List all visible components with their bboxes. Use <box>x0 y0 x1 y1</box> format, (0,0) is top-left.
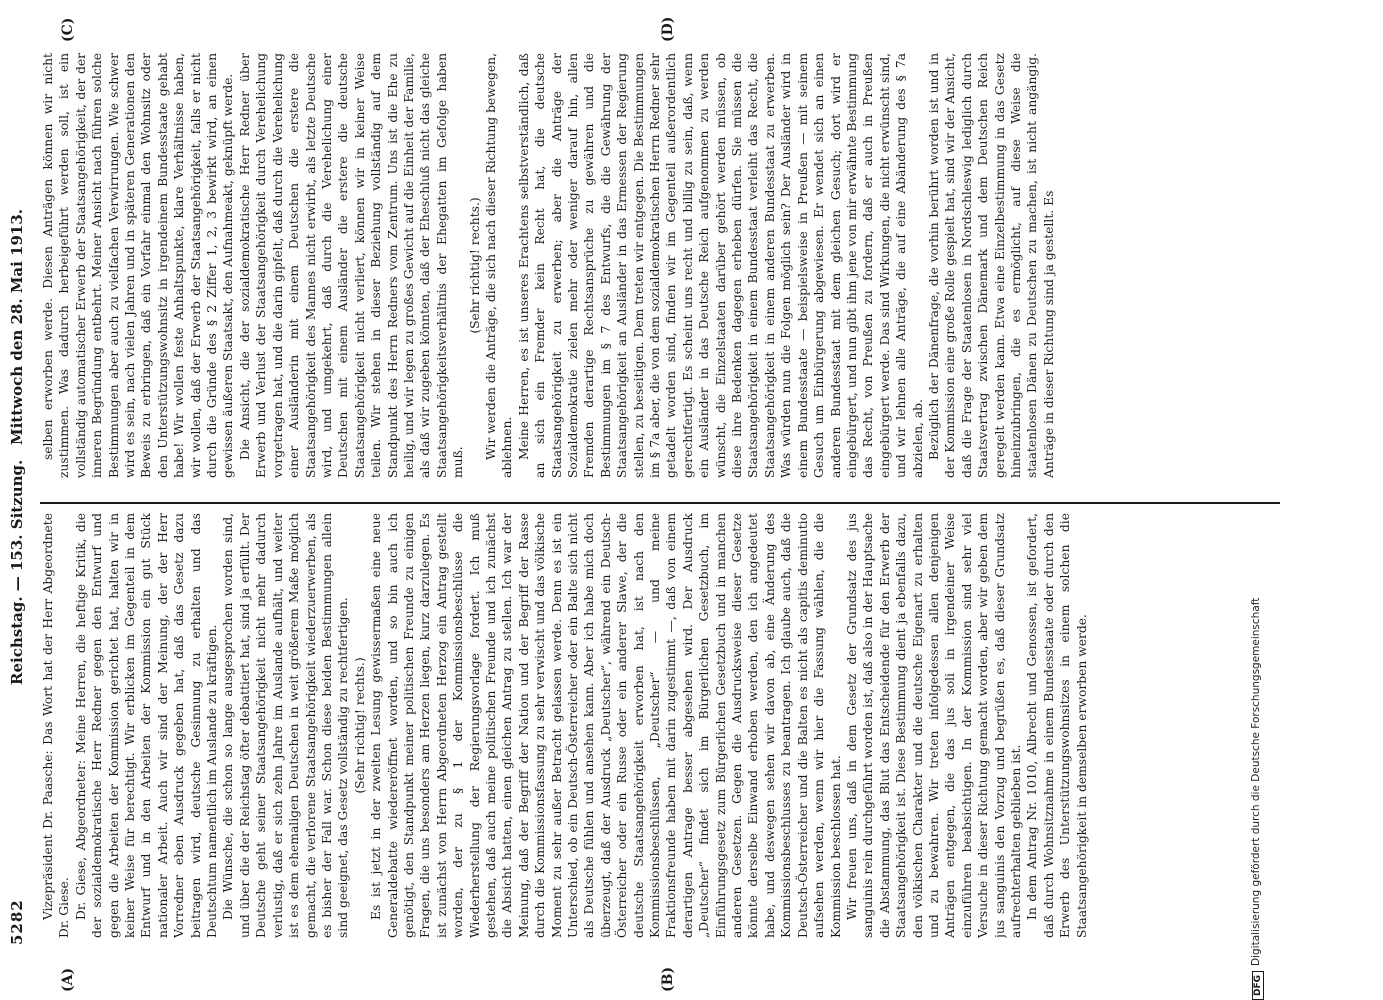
header-date-title: Mittwoch den 28. Mai 1913. <box>8 208 26 445</box>
margin-marker-d: (D) <box>660 16 676 42</box>
column-divider <box>40 502 1280 504</box>
paragraph: In dem Antrag Nr. 1010, Albrecht und Genossen, ist gefordert, daß durch Wohnsitznahme in einem Bundesstaate oder durch den Erwerb des Unterstützungswohnsitzes in einem solchen die Staatsangehörigkeit in demselben erworben werde. <box>1025 513 1089 938</box>
margin-marker-c: (C) <box>60 17 76 42</box>
paragraph: Wir werden die Anträge, die sich nach dieser Richtung bewegen, ablehnen. <box>483 53 515 478</box>
left-text-column <box>40 513 1280 938</box>
paragraph: Meine Herren, es ist unseres Erachtens selbstverständlich, daß an sich ein Fremder kein Recht hat, die deutsche Staatsangehörigkeit zu erwerben; aber die Anträge der Sozialdemokratie zielen mehr oder weniger darauf hin, allen Fremden derartige Rechtsansprüche zu gewähren und die Bestimmungen im § 7 des Entwurfs, die die Gewährung der Staatsangehörigkeit an Ausländer in das Ermessen der Regierung stellen, zu beseitigen. Dem treten wir entgegen. Die Bestimmungen im § 7a aber, die von dem sozialdemokratischen Herrn Redner sehr getadelt worden sind, finden wir im Gegenteil außerordentlich gerechtfertigt. Es scheint uns recht und billig zu sein, daß, wenn ein Ausländer in das Deutsche Reich aufgenommen zu werden wünscht, die Einzelstaaten darüber gehört werden müssen, ob diese ihre Bedenken dagegen erheben dürfen. Sie müssen die Staatsangehörigkeit in einem Bundesstaat verleiht das Recht, die Staatsangehörigkeit in einem anderen Bundesstaat zu erwerben. Was würden nun die Folgen möglich sein? Der Ausländer wird in einem Bundesstaate — beispielsweise in Preußen — mit seinem Gesuch um Einbürgerung abgewiesen. Er wendet sich an einen anderen Bundesstaat mit dem gleichen Gesuch; dort wird er eingebürgert, und nun gibt ihm jene von mir erwähnte Bestimmung das Recht, von Preußen zu fordern, daß er auch in Preußen eingebürgert werde. Das sind Wirkungen, die nicht erwünscht sind, und wir lehnen alle Anträge, die auf eine Abänderung des § 7a abzielen, ab. <box>516 53 925 478</box>
paragraph: Vizepräsident Dr. Paasche: Das Wort hat der Herr Abgeordnete Dr. Giese. <box>41 513 72 938</box>
paragraph: Wir freuen uns, daß in dem Gesetz der Grundsatz des jus sanguinis rein durchgeführt worden ist, daß also in der Hauptsache die Abstammung, das Blut das Entscheidende für den Erwerb der Staatsangehörigkeit ist. Diese Bestimmung dient ja ebenfalls dazu, den völkischen Charakter und die deutsche Eigenart zu erhalten und zu bewahren. Wir treten infolgedessen allen denjenigen Anträgen entgegen, die das jus soli in irgendeiner Weise einzuführen beabsichtigen. In der Kommission sind sehr viel Versuche in dieser Richtung gemacht worden, aber wir geben dem jus sanguinis den Vorzug und begrüßen es, daß dieser Grundsatz aufrechterhalten geblieben ist. <box>844 513 1023 938</box>
margin-marker-a: (A) <box>60 967 76 992</box>
digitization-note: Digitalisierung gefördert durch die Deutsche Forschungsgemeinschaft <box>1250 597 1262 966</box>
paragraph: Die Ansicht, die der sozialdemokratische Herr Redner über Erwerb und Verlust der Staatsangehörigkeit durch Verehelichung vorgetragen hat, und die darin gipfelt, daß durch die Verehelichung einer Ausländerin mit einem Deutschen die erstere die Staatsangehörigkeit des Mannes nicht erwirbt, als letzte Deutsche wird, und umgekehrt, daß durch die Verehelichung einer Deutschen mit einem Ausländer die erstere die deutsche Staatsangehörigkeit nicht verliert, können wir in keiner Weise teilen. Wir stehen in dieser Beziehung vollständig auf dem Standpunkt des Herrn Redners vom Zentrum. Uns ist die Ehe zu heilig, und wir legen zu großes Gewicht auf die Einheit der Familie, als daß wir zugeben könnten, daß der Eheschluß nicht das gleiche Staatsangehörigkeitsverhältnis der Ehegatten im Gefolge haben muß. <box>237 53 466 478</box>
dfg-logo: DFG <box>1252 971 1264 1000</box>
paragraph: Es ist jetzt in der zweiten Lesung gewissermaßen eine neue Generaldebatte wiedereröffnet worden, und so bin auch ich genötigt, den Standpunkt meiner politischen Freunde zu einigen Fragen, die uns besonders am Herzen liegen, kurz darzulegen. Es ist zunächst von Herrn Abgeordneten Herzog ein Antrag gestellt worden, der zu § 1 der Kommissionsbeschlüsse die Wiederherstellung der Regierungsvorlage fordert. Ich muß gestehen, daß auch meine politischen Freunde und ich zunächst die Absicht hatten, einen gleichen Antrag zu stellen. Ich war der Meinung, daß der Begriff der Nation und der Begriff der Rasse durch die Kommissionsfassung zu sehr verwischt und das völkische Moment zu sehr außer Betracht gelassen werde. Denn es ist ein Unterschied, ob ein Deutsch-Österreicher oder ein Balte sich nicht als Deutsche fühlen und ansehen kann. Aber ich habe mich doch überzeugt, daß der Ausdruck „Deutscher“, während ein Deutsch-Österreicher oder ein Russe oder ein anderer Slawe, der die deutsche Staatsangehörigkeit erworben hat, ist nach den Kommissionsbeschlüssen, „Deutscher“ — und meine Fraktionsfreunde haben mit darin zugestimmt —, daß von einem derartigen Antrage besser abgesehen wird. Der Ausdruck „Deutscher“ findet sich im Bürgerlichen Gesetzbuch, im Einführungsgesetz zum Bürgerlichen Gesetzbuch und in manchen anderen Gesetzen. Gegen die Ausdrucksweise dieser Gesetze könnte derselbe Einwand erhoben werden, den ich angedeutet habe, und deswegen sehen wir davon ab, eine Änderung des Kommissionsbeschlusses zu beantragen. Ich glaube auch, daß die Deutsch-Österreicher und die Balten es nicht als capitis deminutio aufsehen werden, wenn wir hier die Fassung wählen, die die Kommission beschlossen hat. <box>369 513 843 938</box>
paragraph: Bezüglich der Dänenfrage, die vorhin berührt worden ist und in der Kommission eine große Rolle gespielt hat, sind wir der Ansicht, daß die Frage der Staatenlosen in Nordschleswig lediglich durch Staatsvertrag zwischen Dänemark und dem Deutschen Reich geregelt werden kann. Etwa eine Einzelbestimmung in das Gesetz hineinzubringen, die es ermöglicht, auf diese Weise die staatenlosen Dänen zu Deutschen zu machen, ist nicht angängig. Anträge in dieser Richtung sind ja gestellt. Es <box>926 53 1056 478</box>
right-text-column <box>40 53 1280 478</box>
page-number: 5282 <box>8 899 26 945</box>
margin-marker-b: (B) <box>660 966 676 992</box>
interjection: (Sehr richtig! rechts.) <box>352 657 367 794</box>
paragraph: Dr. Giese, Abgeordneter: Meine Herren, die heftige Kritik, die der sozialdemokratische Herr Redner gegen den Entwurf und gegen die Arbeiten der Kommission gerichtet hat, halten wir in keiner Weise für berechtigt. Wir erblicken im Gegenteil in dem Entwurf und in den Arbeiten der Kommission ein gut Stück nationaler Arbeit. Auch wir sind der Meinung, der der Herr Vorredner eben Ausdruck gegeben hat, daß das Gesetz dazu beitragen wird, deutsche Gesinnung zu erhalten und das Deutschtum namentlich im Auslande zu kräftigen. <box>73 513 220 938</box>
paragraph: selben erworben werde. Diesen Anträgen können wir nicht zustimmen. Was dadurch herbeigeführt werden soll, ist ein vollständig automatischer Erwerb der Staatsangehörigkeit, der der inneren Begründung entbehrt. Meiner Ansicht nach führen solche Bestimmungen aber auch zu vielfachen Verwirrungen. Wie schwer wird es sein, nach vielen Jahren und in späteren Generationen den Beweis zu erbringen, daß ein Vorfahr einmal den Wohnsitz oder den Unterstützungswohnsitz in irgendeinem Bundesstaate gehabt habe! Wir wollen feste Anhaltspunkte, klare Verhältnisse haben, wir wollen, daß der Erwerb der Staatsangehörigkeit, falls er nicht durch die Gründe des § 2 Ziffer 1, 2, 3 bewirkt wird, an einen gewissen äußeren Staatsakt, den Aufnahmeakt, geknüpft werde. <box>41 53 236 478</box>
header-session-title: Reichstag. — 153. Sitzung. <box>8 459 26 685</box>
interjection: (Sehr richtig! rechts.) <box>467 197 482 334</box>
paragraph: Die Wünsche, die schon so lange ausgesprochen worden sind, und über die der Reichstag öfter debattiert hat, sind ja erfüllt. Der Deutsche geht seiner Staatsangehörigkeit nicht mehr dadurch verlustig, daß er sich zehn Jahre im Auslande aufhält, und weiter ist es dem ehemaligen Deutschen in weit größerem Maße möglich gemacht, die verlorene Staatsangehörigkeit wiederzuerwerben, als es bisher der Fall war. Schon diese beiden Bestimmungen allein sind geeignet, das Gesetz vollständig zu rechtfertigen. <box>221 513 351 938</box>
page-header <box>8 45 32 945</box>
